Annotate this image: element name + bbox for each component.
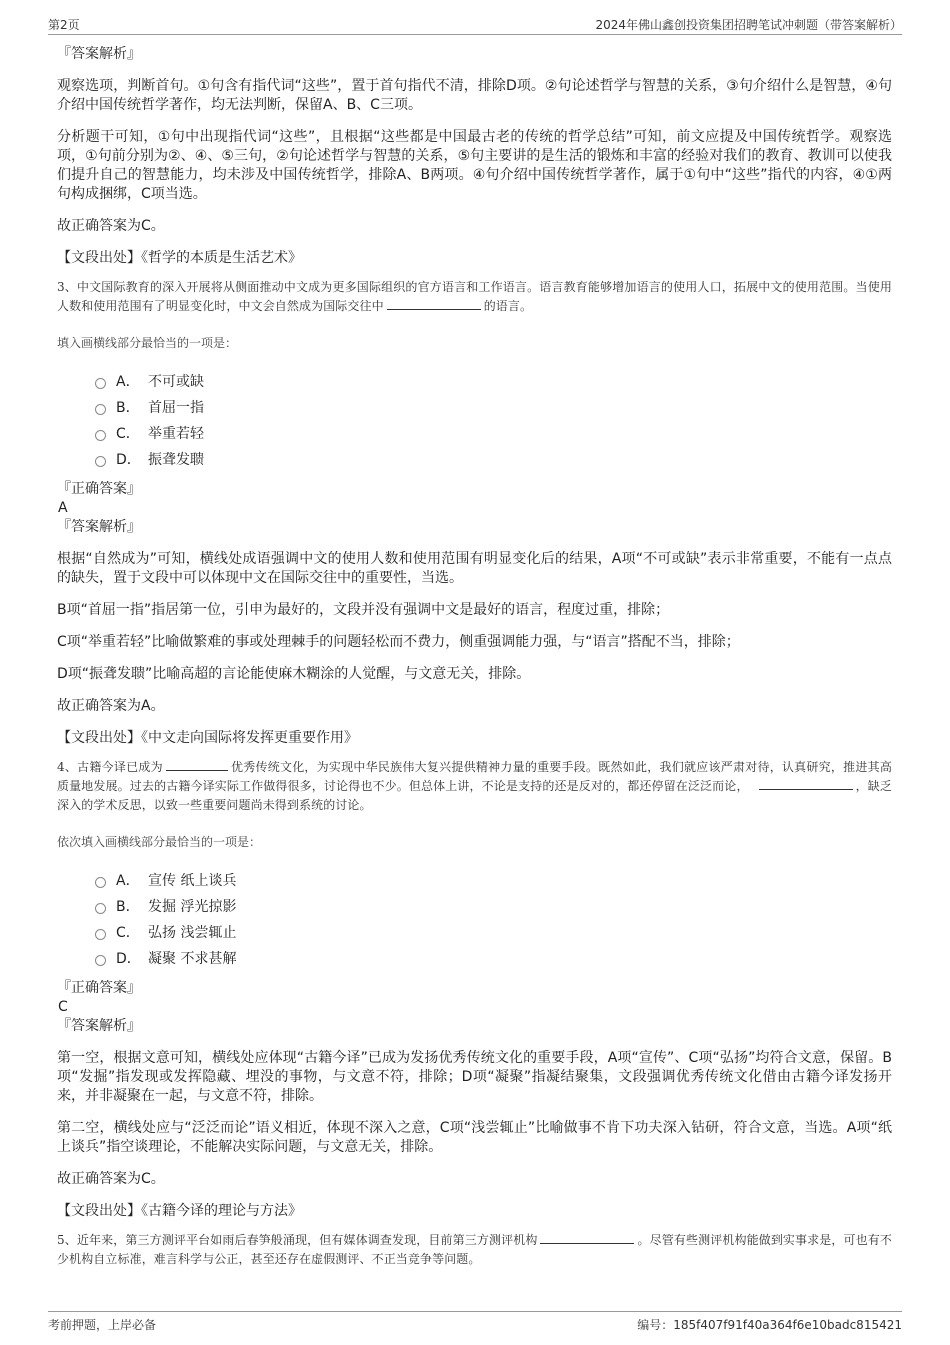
footer-slogan: 考前押题，上岸必备: [48, 1318, 157, 1332]
page-footer: [48, 1311, 902, 1334]
correct-answer: A: [58, 500, 68, 516]
radio-icon[interactable]: [95, 903, 106, 914]
stem-text: 3、中文国际教育的深入开展将从侧面推动中文成为更多国际组织的官方语言和工作语言。语言教育能够增加语言的使用人口，拓展中文的使用范围。当使用人数和使用范围有了明显变化时，中文会自然成为国际交往中: [57, 280, 892, 313]
question-stem: [57, 278, 892, 316]
radio-icon[interactable]: [95, 430, 106, 441]
analysis-paragraph: C项“举重若轻”比喻做繁难的事或处理棘手的问题轻松而不费力，侧重强调能力强，与“语言”搭配不当，排除；: [57, 634, 740, 650]
source-citation: 【文段出处】《中文走向国际将发挥更重要作用》: [57, 730, 358, 746]
radio-icon[interactable]: [95, 955, 106, 966]
fill-blank: [166, 758, 228, 771]
code-value: 185f407f91f40a364f6e10badc815421: [673, 1318, 902, 1332]
document-title: 2024年佛山鑫创投资集团招聘笔试冲刺题（带答案解析）: [595, 18, 902, 32]
page-header: [48, 14, 902, 35]
code-label: 编号：: [637, 1318, 674, 1332]
radio-icon[interactable]: [95, 456, 106, 467]
analysis-paragraph: 故正确答案为C。: [57, 1171, 165, 1187]
q2-analysis: [57, 45, 892, 268]
stem-text: ，缺乏深入的学术反思，以致一些重要问题尚未得到系统的讨论。: [57, 779, 892, 812]
option-list: [95, 368, 892, 472]
analysis-paragraph: 观察选项，判断首句。①句含有指代词“这些”，置于首句指代不清，排除D项。②句论述哲学与智慧的关系，③句介绍什么是智慧，④句介绍中国传统哲学著作，均无法判断，保留A、B、C三项。: [57, 78, 892, 113]
analysis-paragraph: B项“首屈一指”指居第一位，引申为最好的，文段并没有强调中文是最好的语言，程度过重，排除；: [57, 602, 670, 618]
question-stem: [57, 1231, 892, 1269]
option-b[interactable]: B． 发掘 浮光掠影: [95, 893, 892, 919]
option-b[interactable]: B． 首屈一指: [95, 394, 892, 420]
document-body: [57, 45, 892, 1287]
radio-icon[interactable]: [95, 378, 106, 389]
correct-answer: C: [58, 999, 68, 1015]
page-number: 第2页: [48, 18, 80, 32]
option-a[interactable]: A． 宣传 纸上谈兵: [95, 867, 892, 893]
source-citation: 【文段出处】《哲学的本质是生活艺术》: [57, 250, 302, 266]
analysis-label: 『答案解析』: [57, 519, 141, 535]
analysis-paragraph: 故正确答案为C。: [57, 218, 165, 234]
analysis-label: 『答案解析』: [57, 46, 141, 62]
question-3: [57, 278, 892, 748]
question-prompt: 依次填入画横线部分最恰当的一项是：: [57, 835, 262, 849]
question-4: [57, 758, 892, 1221]
option-d[interactable]: D． 凝聚 不求甚解: [95, 945, 892, 971]
question-prompt: 填入画横线部分最恰当的一项是：: [57, 336, 238, 350]
analysis-paragraph: D项“振聋发聩”比喻高超的言论能使麻木糊涂的人觉醒，与文意无关，排除。: [57, 666, 531, 682]
correct-answer-label: 『正确答案』: [57, 481, 141, 497]
option-c[interactable]: C． 举重若轻: [95, 420, 892, 446]
fill-blank: [759, 777, 853, 790]
analysis-paragraph: 分析题干可知，①句中出现指代词“这些”，且根据“这些都是中国最古老的传统的哲学总结”可知，前文应提及中国传统哲学。观察选项，①句前分别为②、④、⑤三句，②句论述哲学与智慧的关系，⑤句主要讲的是生活的锻炼和丰富的经验对我们的教育、教训可以使我们提升自己的智慧能力，均未涉及中国传统哲学，排除A、B两项。④句介绍中国传统哲学著作，属于①句中“这些”指代的内容，④①两句构成捆绑，C项当选。: [57, 129, 892, 202]
stem-text: 5、近年来，第三方测评平台如雨后春笋般涌现，但有媒体调查发现，目前第三方测评机构: [57, 1233, 538, 1247]
fill-blank: [540, 1231, 634, 1244]
analysis-paragraph: 故正确答案为A。: [57, 698, 165, 714]
option-d[interactable]: D． 振聋发聩: [95, 446, 892, 472]
question-5: [57, 1231, 892, 1269]
radio-icon[interactable]: [95, 877, 106, 888]
option-c[interactable]: C． 弘扬 浅尝辄止: [95, 919, 892, 945]
option-list: [95, 867, 892, 971]
analysis-label: 『答案解析』: [57, 1018, 141, 1034]
stem-text: 的语言。: [483, 299, 533, 313]
radio-icon[interactable]: [95, 404, 106, 415]
stem-text: 4、古籍今译已成为: [57, 760, 163, 774]
analysis-paragraph: 第一空，根据文意可知，横线处应体现“古籍今译”已成为发扬优秀传统文化的重要手段，A项“宣传”、C项“弘扬”均符合文意，保留。B项“发掘”指发现或发挥隐藏、埋没的事物，与文意不符，排除；D项“凝聚”指凝结聚集，文段强调优秀传统文化借由古籍今译发扬开来，并非凝聚在一起，与文意不符，排除。: [57, 1050, 892, 1104]
source-citation: 【文段出处】《古籍今译的理论与方法》: [57, 1203, 302, 1219]
correct-answer-label: 『正确答案』: [57, 980, 141, 996]
document-code: [637, 1316, 902, 1333]
radio-icon[interactable]: [95, 929, 106, 940]
stem-text: 优秀传统文化，为实现中华民族伟大复兴提供精神力量的重要手段。既然如此，我们就应该严肃对待，认真研究，推进其高质量地发展。过去的古籍今译实际工作做得很多，讨论得也不少。但总体上讲，不论是支持的还是反对的，都还停留在泛泛而论，: [57, 760, 892, 793]
stem-text: 。尽管有些测评机构能做到实事求是，可也有不少机构自立标准，难言科学与公正，甚至还存在虚假测评、不正当竞争等问题。: [57, 1233, 893, 1266]
option-a[interactable]: A． 不可或缺: [95, 368, 892, 394]
analysis-paragraph: 根据“自然成为”可知，横线处成语强调中文的使用人数和使用范围有明显变化后的结果，A项“不可或缺”表示非常重要，不能有一点点的缺失，置于文段中可以体现中文在国际交往中的重要性，当选。: [57, 551, 892, 586]
analysis-paragraph: 第二空，横线处应与“泛泛而论”语义相近，体现不深入之意，C项“浅尝辄止”比喻做事不肯下功夫深入钻研，符合文意，当选。A项“纸上谈兵”指空谈理论，不能解决实际问题，与文意无关，排除。: [57, 1120, 892, 1155]
question-stem: [57, 758, 892, 815]
fill-blank: [387, 297, 481, 310]
